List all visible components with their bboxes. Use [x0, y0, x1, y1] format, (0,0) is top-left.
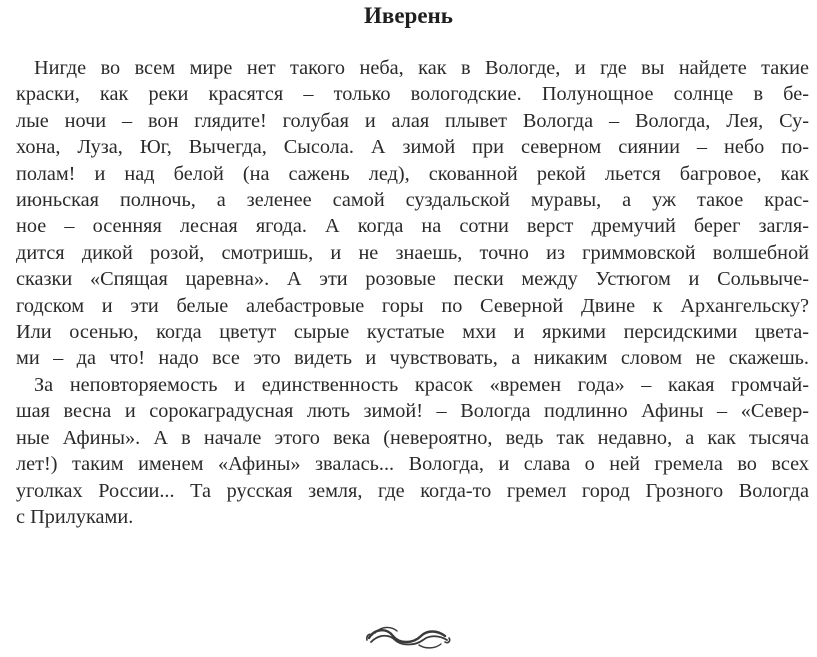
- text-line: дится дикой розой, смотришь, и не знаешь, точно из гриммовской волшебной: [16, 241, 809, 264]
- text-line: шая весна и сорокаградусная лють зимой! – Вологда подлинно Афины – «Север-: [16, 400, 809, 423]
- paragraph-2: [16, 372, 809, 530]
- text-line: июньская полночь, а зеленее самой суздальской муравы, а уж такое крас-: [16, 189, 809, 212]
- text-line: Или осенью, когда цветут сырые кустатые мхи и яркими персидскими цвета-: [16, 321, 809, 344]
- text-line: сказки «Спящая царевна». А эти розовые пески между Устюгом и Сольвыче-: [16, 268, 809, 291]
- text-line: полам! и над белой (на сажень лед), скованной рекой льется багровое, как: [16, 162, 809, 185]
- text-line: уголках России... Та русская земля, где когда-то гремел город Грозного Вологда: [16, 479, 809, 502]
- text-line: Нигде во всем мире нет такого неба, как в Вологде, и где вы найдете такие: [34, 57, 809, 79]
- text-line: ми – да что! надо все это видеть и чувствовать, а никаким словом не скажешь.: [16, 347, 809, 370]
- text-line: лые ночи – вон глядите! голубая и алая плывет Вологда – Вологда, Лея, Су-: [16, 109, 809, 132]
- text-line: с Прилуками.: [16, 505, 134, 528]
- text-line: За неповторяемость и единственность красок «времен года» – какая громчай-: [34, 373, 809, 396]
- text-line: лет!) таким именем «Афины» звалась... Вологда, и слава о ней гремела во всех: [16, 453, 809, 476]
- text-line: краски, как реки красятся – только вологодские. Полунощное солнце в бе-: [16, 83, 809, 106]
- page-title: Иверень: [364, 3, 453, 28]
- paragraph-1: [16, 55, 809, 372]
- text-line: ные Афины». А в начале этого века (невероятно, ведь так недавно, а как тысяча: [16, 426, 809, 449]
- body-text: [16, 55, 809, 530]
- text-line: ное – осенняя лесная ягода. А когда на сотни верст дремучий берег загля-: [16, 215, 809, 238]
- text-line: годском и эти белые алебастровые горы по Северной Двине к Архангельску?: [16, 294, 809, 317]
- text-line: хона, Луза, Юг, Вычегда, Сысола. А зимой при северном сиянии – небо по-: [16, 136, 809, 159]
- flourish-ornament-icon: [363, 622, 453, 652]
